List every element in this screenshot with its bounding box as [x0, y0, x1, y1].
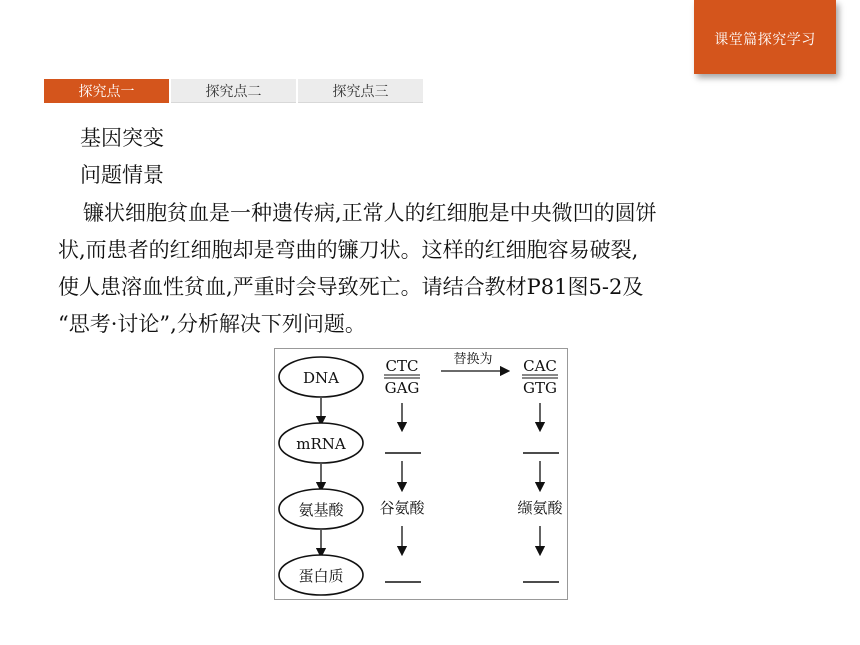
node-mrna	[279, 423, 363, 463]
tab-bar	[44, 79, 425, 103]
node-protein	[279, 555, 363, 595]
tab-point-2[interactable]	[171, 79, 296, 103]
paragraph-line-3: 使人患溶血性贫血,严重时会导致死亡。请结合教材P81图5-2及	[58, 275, 644, 299]
paragraph-line-1: 镰状细胞贫血是一种遗传病,正常人的红细胞是中央微凹的圆饼	[83, 201, 657, 225]
mutant-bottom-strand: GTG	[523, 379, 557, 397]
section-subheading: 问题情景	[80, 163, 164, 187]
section-tab-label: 课堂篇探究学习	[714, 32, 816, 48]
mutant-amino-acid: 缬氨酸	[517, 499, 563, 517]
tab-point-1[interactable]	[44, 79, 169, 103]
svg-text:mRNA: mRNA	[296, 435, 346, 453]
normal-bottom-strand: GAG	[384, 379, 420, 397]
svg-text:蛋白质: 蛋白质	[298, 567, 344, 585]
paragraph-line-2: 状,而患者的红细胞却是弯曲的镰刀状。这样的红细胞容易破裂,	[58, 238, 639, 262]
tab-label: 探究点二	[205, 83, 262, 100]
section-tab[interactable]	[694, 0, 836, 74]
tab-label: 探究点三	[332, 83, 389, 100]
mutant-top-strand: CAC	[523, 357, 557, 375]
tab-label: 探究点一	[78, 84, 135, 100]
svg-text:DNA: DNA	[303, 369, 339, 387]
normal-amino-acid: 谷氨酸	[379, 499, 425, 517]
svg-text:氨基酸: 氨基酸	[298, 501, 344, 519]
replacement-label: 替换为	[453, 352, 493, 367]
node-dna	[279, 357, 363, 397]
tab-point-3[interactable]	[298, 79, 423, 103]
node-amino-acid	[279, 489, 363, 529]
section-heading: 基因突变	[80, 126, 164, 150]
paragraph-line-4: “思考·讨论”,分析解决下列问题。	[58, 312, 366, 336]
sickle-cell-diagram	[274, 348, 568, 600]
normal-top-strand: CTC	[385, 357, 419, 375]
